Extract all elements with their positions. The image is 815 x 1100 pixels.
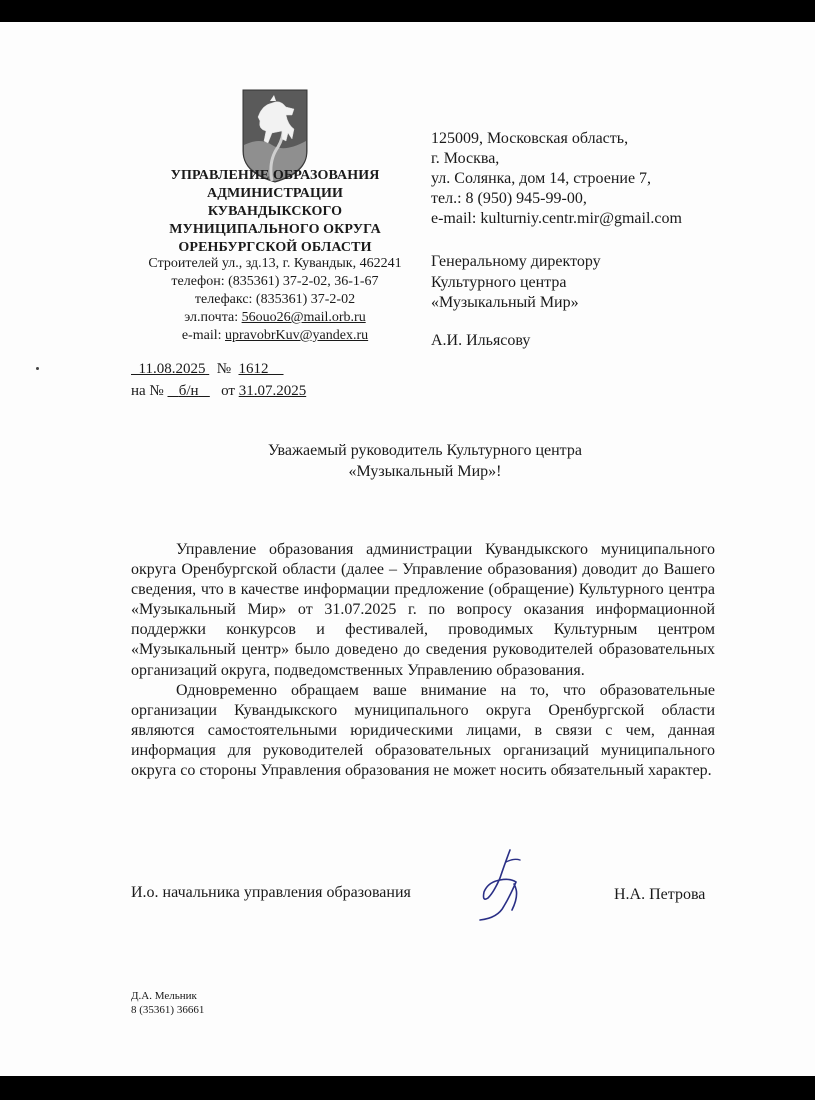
organization-name: [130, 167, 420, 257]
outgoing-date: 11.08.2025: [138, 361, 206, 377]
scan-speck: [36, 367, 39, 370]
body-paragraph: Управление образования администрации Кувандыкского муниципального округа Оренбургской области (далее – Управление образования) доводит до Вашего сведения, что в качестве информации предложение (обращение) Культурного центра «Музыкальный Мир» от 31.07.2025 г. по вопросу оказания информационной поддержки конкурсов и фестивалей, проводимых Культурным центром «Музыкальный центр» было доведено до сведения руководителей образовательных организаций округа, подведомственных Управлению образования.: [131, 541, 715, 679]
org-line: АДМИНИСТРАЦИИ: [207, 186, 343, 201]
recipient-address: [431, 129, 682, 229]
email-label: e-mail:: [181, 328, 225, 343]
org-address: Строителей ул., зд.13, г. Кувандык, 462241: [148, 256, 402, 271]
body-paragraph: Одновременно обращаем ваше внимание на то, что образовательные организации Кувандыкского муниципального округа Оренбургской области являются самостоятельными юридическими лицами, в связи с чем, данная информация для руководителей образовательных организаций муниципального округа со стороны Управления образования не может носить обязательный характер.: [131, 681, 715, 780]
recipient-line: Генеральному директору: [431, 253, 601, 270]
number-label: №: [216, 361, 232, 377]
letter-page: [0, 22, 815, 1076]
handwritten-signature: [470, 848, 540, 928]
registration-line: [131, 360, 284, 378]
recipient-line: Культурного центра: [431, 273, 567, 291]
org-email-row: [128, 327, 422, 345]
ref-label: на №: [131, 383, 164, 399]
salutation-line: Уважаемый руководитель Культурного центра: [268, 442, 582, 459]
recipient-position: [431, 252, 601, 314]
org-line: УПРАВЛЕНИЕ ОБРАЗОВАНИЯ: [170, 168, 380, 183]
executor-info: [131, 989, 204, 1017]
org-fax: телефакс: (835361) 37-2-02: [194, 292, 356, 307]
ref-date: 31.07.2025: [238, 383, 307, 399]
ref-number: б/н: [178, 383, 199, 399]
address-line: ул. Солянка, дом 14, строение 7,: [431, 170, 652, 187]
outgoing-number: 1612: [238, 361, 269, 377]
org-line: ОРЕНБУРГСКОЙ ОБЛАСТИ: [178, 240, 372, 255]
salutation-line: «Музыкальный Мир»!: [348, 462, 502, 480]
address-line: e-mail: kulturniy.centr.mir@gmail.com: [431, 210, 682, 227]
signatory-name: Н.А. Петрова: [614, 886, 706, 903]
letter-body: [131, 540, 715, 781]
org-email-row: [128, 309, 422, 327]
salutation: [200, 441, 650, 482]
recipient-line: «Музыкальный Мир»: [431, 294, 579, 311]
address-line: 125009, Московская область,: [431, 130, 629, 147]
org-email-link[interactable]: 56ouo26@mail.orb.ru: [241, 310, 366, 325]
recipient-name: А.И. Ильясову: [431, 332, 531, 349]
ref-from-label: от: [221, 383, 235, 399]
org-line: МУНИЦИПАЛЬНОГО ОКРУГА: [169, 222, 381, 237]
executor-name: Д.А. Мельник: [131, 990, 197, 1002]
org-phone: телефон: (835361) 37-2-02, 36-1-67: [171, 274, 379, 289]
email-label: эл.почта:: [184, 310, 242, 325]
executor-phone: 8 (35361) 36661: [131, 1004, 205, 1016]
organization-contacts: [128, 255, 422, 345]
org-email-link[interactable]: upravobrKuv@yandex.ru: [225, 328, 369, 343]
reference-line: [131, 382, 306, 400]
address-line: г. Москва,: [431, 150, 500, 167]
address-line: тел.: 8 (950) 945-99-00,: [431, 190, 587, 207]
signatory-role: И.о. начальника управления образования: [131, 884, 411, 901]
org-line: КУВАНДЫКСКОГО: [207, 204, 343, 219]
